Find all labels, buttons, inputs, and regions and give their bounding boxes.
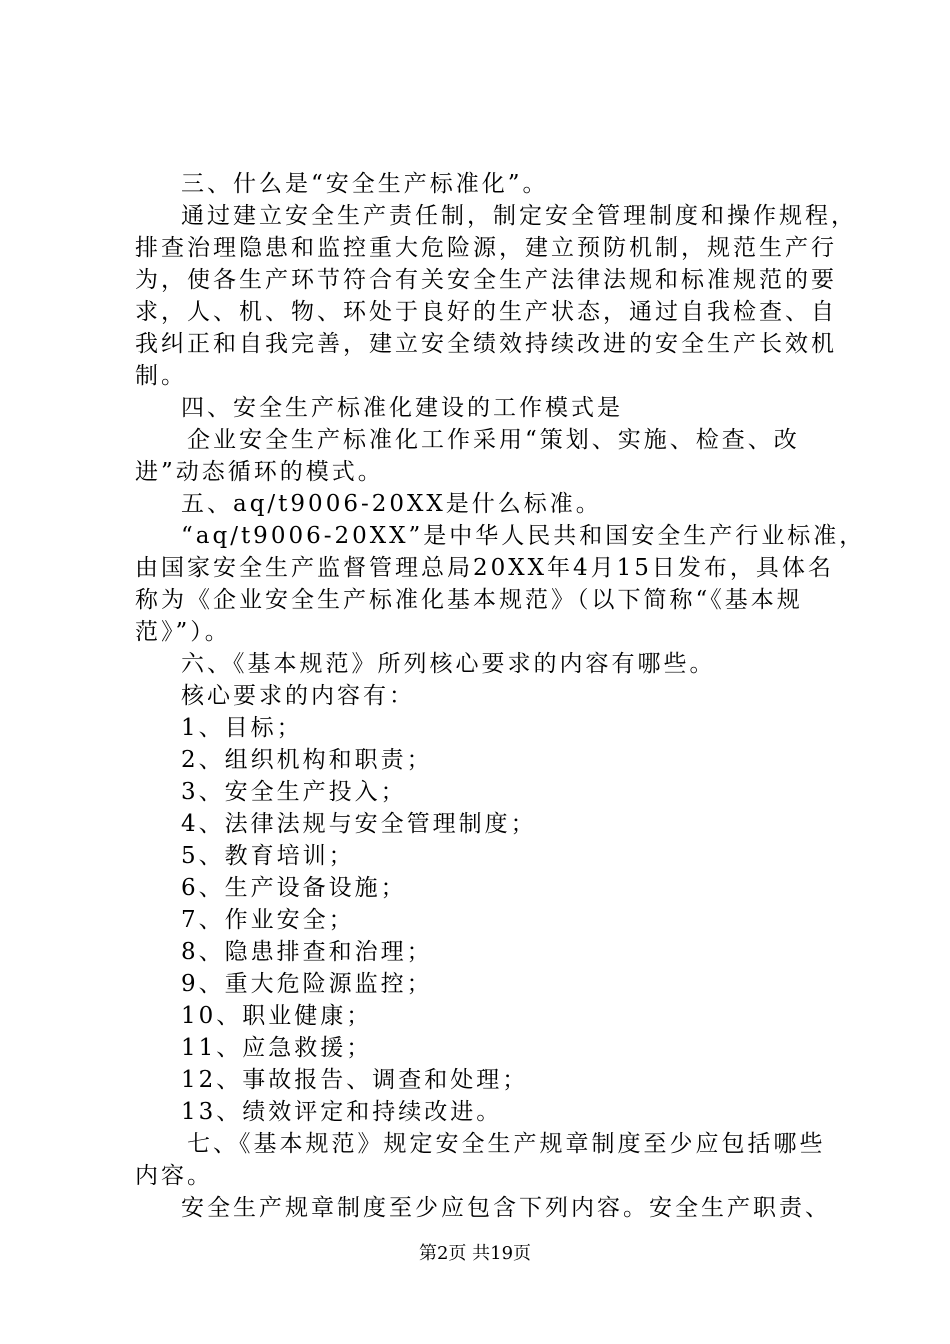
text-line: “aq/t9006-20XX”是中华人民共和国安全生产行业标准， — [181, 523, 866, 549]
list-item: 9、重大危险源监控； — [181, 971, 433, 997]
heading-6: 六、《基本规范》所列核心要求的内容有哪些。 — [181, 651, 716, 677]
document-body — [135, 168, 866, 1224]
text-line: 通过建立安全生产责任制，制定安全管理制度和操作规程， — [181, 203, 857, 229]
list-item: 11、应急救援； — [181, 1035, 373, 1061]
list-item: 2、组织机构和职责； — [181, 747, 433, 773]
text-line: 排查治理隐患和监控重大危险源，建立预防机制，规范生产行 — [135, 235, 837, 261]
text-line: 我纠正和自我完善，建立安全绩效持续改进的安全生产长效机 — [135, 331, 837, 357]
list-item: 3、安全生产投入； — [181, 779, 407, 805]
text-line: 企业安全生产标准化工作采用“策划、实施、检查、改 — [187, 427, 800, 453]
list-item: 7、作业安全； — [181, 907, 355, 933]
list-item: 8、隐患排查和治理； — [181, 939, 433, 965]
text-line: 进”动态循环的模式。 — [135, 459, 384, 485]
text-line: 求，人、机、物、环处于良好的生产状态，通过自我检查、自 — [135, 299, 837, 325]
text-line: 安全生产规章制度至少应包含下列内容。安全生产职责、 — [181, 1195, 831, 1221]
list-item: 1、目标； — [181, 715, 303, 741]
text-line: 范》”）。 — [135, 619, 231, 645]
list-item: 12、事故报告、调查和处理； — [181, 1067, 529, 1093]
heading-7: 七、《基本规范》规定安全生产规章制度至少应包括哪些 — [187, 1131, 826, 1157]
list-item: 5、教育培训； — [181, 843, 355, 869]
heading-5: 五、aq/t9006-20XX是什么标准。 — [181, 491, 602, 517]
list-item: 4、法律法规与安全管理制度； — [181, 811, 537, 837]
text-line: 制。 — [135, 363, 187, 389]
list-item: 10、职业健康； — [181, 1003, 373, 1029]
heading-3: 三、什么是“安全生产标准化”。 — [181, 171, 549, 197]
text-line: 称为《企业安全生产标准化基本规范》（以下简称“《基本规 — [135, 587, 803, 613]
text-line: 为，使各生产环节符合有关安全生产法律法规和标准规范的要 — [135, 267, 837, 293]
text-line: 由国家安全生产监督管理总局20XX年4月15日发布，具体名 — [135, 555, 834, 581]
text-line: 内容。 — [135, 1163, 213, 1189]
text-line: 核心要求的内容有： — [181, 683, 415, 709]
list-item: 6、生产设备设施； — [181, 875, 407, 901]
page-number-footer: 第2页 共19页 — [418, 1243, 532, 1264]
heading-4: 四、安全生产标准化建设的工作模式是 — [181, 395, 623, 421]
list-item: 13、绩效评定和持续改进。 — [181, 1099, 503, 1125]
